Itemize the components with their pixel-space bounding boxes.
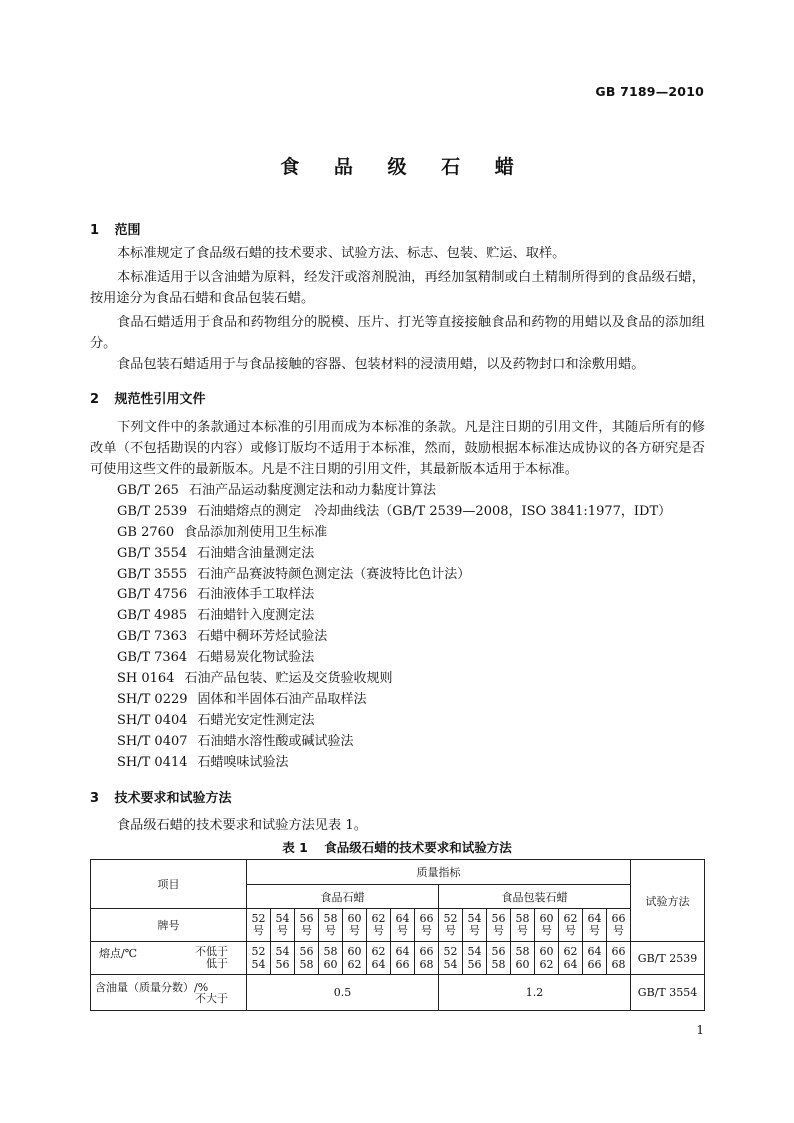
limit-lower: 低于	[206, 957, 228, 970]
melting-point-cell	[247, 942, 271, 975]
oil-content-food: 0.5	[247, 975, 439, 1011]
grade-suffix: 号	[349, 924, 360, 937]
grade-cell	[607, 909, 631, 942]
melting-point-cell	[463, 942, 487, 975]
reference-title: 石油蜡熔点的测定 冷却曲线法（GB/T 2539—2008，ISO 3841:1977，IDT）	[197, 503, 672, 519]
grade-cell	[463, 909, 487, 942]
grade-cell	[271, 909, 295, 942]
table-number: 表 1	[282, 840, 308, 855]
reference-item	[117, 627, 671, 648]
limit-not-lower: 不低于	[195, 945, 228, 958]
document-title: 食 品 级 石 蜡	[280, 156, 528, 178]
reference-title: 食品添加剂使用卫生标准	[184, 524, 328, 540]
reference-code: SH/T 0229	[117, 691, 188, 707]
grade-cell	[391, 909, 415, 942]
section-1-paragraph-2: 本标准适用于以含油蜡为原料，经发汗或溶剂脱油，再经加氢精制或白土精制所得到的食品级石蜡，按用途分为食品石蜡和食品包装石蜡。	[90, 270, 705, 306]
melting-point-cell	[559, 942, 583, 975]
melting-point-min: 56	[299, 945, 314, 958]
melting-point-cell	[391, 942, 415, 975]
grade-cell	[439, 909, 463, 942]
melting-point-max: 58	[299, 958, 314, 971]
header-quality: 质量指标	[247, 860, 631, 885]
grade-suffix: 号	[589, 924, 600, 937]
melting-point-min: 54	[467, 945, 482, 958]
reference-code: SH 0164	[117, 671, 175, 687]
grade-cell	[511, 909, 535, 942]
melting-point-method: GB/T 2539	[631, 942, 705, 975]
grade-suffix: 号	[373, 924, 384, 937]
melting-point-min: 64	[395, 945, 410, 958]
melting-point-min: 54	[275, 945, 290, 958]
grade-suffix: 号	[301, 924, 312, 937]
grade-cell	[367, 909, 391, 942]
section-1-heading	[90, 219, 141, 238]
reference-item	[117, 585, 671, 606]
grade-cell	[535, 909, 559, 942]
group-packaging-wax: 食品包装石蜡	[439, 885, 631, 909]
melting-point-cell	[511, 942, 535, 975]
reference-title: 石油蜡含油量测定法	[197, 545, 315, 561]
reference-title: 石油产品运动黏度测定法和动力黏度计算法	[188, 483, 436, 498]
melting-point-max: 62	[347, 958, 362, 971]
melting-point-cell	[535, 942, 559, 975]
row-oil-content	[91, 975, 247, 1011]
table-title: 食品级石蜡的技术要求和试验方法	[324, 840, 512, 855]
melting-point-cell	[583, 942, 607, 975]
section-number: 2	[90, 392, 100, 407]
grade-number: 62	[371, 912, 386, 925]
melting-point-cell	[319, 942, 343, 975]
melting-point-min: 52	[443, 945, 458, 958]
section-3-intro: 食品级石蜡的技术要求和试验方法见表 1。	[117, 818, 367, 833]
melting-point-max: 66	[395, 958, 410, 971]
section-1-paragraph-3: 食品石蜡适用于食品和药物组分的脱模、压片、打光等直接接触食品和药物的用蜡以及食品的添加组分。	[90, 315, 705, 351]
melting-point-label: 熔点/℃	[99, 947, 138, 960]
page-number: 1	[696, 1023, 704, 1037]
reference-item	[117, 565, 671, 586]
section-title: 规范性引用文件	[114, 392, 206, 407]
row-melting-point	[91, 942, 247, 975]
limit-not-more: 不大于	[195, 992, 228, 1005]
reference-title: 石蜡光安定性测定法	[197, 712, 315, 728]
grade-cell	[415, 909, 439, 942]
grade-cell	[343, 909, 367, 942]
melting-point-min: 66	[611, 945, 626, 958]
reference-item	[117, 711, 671, 732]
grade-number: 64	[395, 912, 410, 925]
reference-title: 石蜡易炭化物试验法	[197, 650, 315, 666]
reference-item	[117, 648, 671, 669]
grade-suffix: 号	[541, 924, 552, 937]
melting-point-min: 58	[323, 945, 338, 958]
grade-cell	[319, 909, 343, 942]
melting-point-cell	[415, 942, 439, 975]
reference-item	[117, 606, 671, 627]
section-2-heading	[90, 388, 206, 407]
grade-suffix: 号	[325, 924, 336, 937]
reference-code: GB/T 4985	[117, 608, 188, 624]
section-3-heading	[90, 787, 232, 806]
reference-code: GB/T 7364	[117, 650, 188, 666]
melting-point-max: 62	[539, 958, 554, 971]
melting-point-min: 64	[587, 945, 602, 958]
melting-point-min: 58	[515, 945, 530, 958]
grade-cell	[559, 909, 583, 942]
grade-cell	[247, 909, 271, 942]
grade-number: 56	[299, 912, 314, 925]
grade-label: 牌号	[91, 909, 247, 942]
reference-item	[117, 544, 671, 565]
grade-number: 52	[443, 912, 458, 925]
reference-code: GB 2760	[117, 524, 175, 540]
grade-suffix: 号	[445, 924, 456, 937]
reference-code: GB/T 2539	[117, 503, 188, 519]
melting-point-max: 68	[419, 958, 434, 971]
reference-code: GB/T 265	[117, 483, 179, 498]
oil-content-label: 含油量（质量分数）/%	[95, 981, 209, 994]
reference-list	[117, 481, 671, 773]
grade-suffix: 号	[421, 924, 432, 937]
reference-title: 石油产品包装、贮运及交货验收规则	[184, 671, 393, 687]
grade-number: 58	[323, 912, 338, 925]
grade-number: 60	[347, 912, 362, 925]
group-food-wax: 食品石蜡	[247, 885, 439, 909]
section-number: 3	[90, 791, 100, 806]
reference-title: 固体和半固体石油产品取样法	[197, 691, 367, 707]
grade-cell	[583, 909, 607, 942]
header-method: 试验方法	[631, 860, 705, 942]
melting-point-max: 64	[563, 958, 578, 971]
grade-suffix: 号	[277, 924, 288, 937]
melting-point-cell	[487, 942, 511, 975]
section-title: 技术要求和试验方法	[114, 791, 232, 806]
reference-title: 石油蜡针入度测定法	[197, 608, 315, 624]
oil-content-method: GB/T 3554	[631, 975, 705, 1011]
melting-point-min: 62	[563, 945, 578, 958]
reference-title: 石油产品赛波特颜色测定法（赛波特比色计法）	[197, 566, 471, 582]
grade-number: 64	[587, 912, 602, 925]
reference-code: SH/T 0414	[117, 754, 188, 770]
reference-item	[117, 523, 671, 544]
standard-number: GB 7189—2010	[595, 84, 704, 99]
reference-item	[117, 669, 671, 690]
melting-point-cell	[343, 942, 367, 975]
reference-title: 石蜡嗅味试验法	[197, 754, 289, 770]
reference-item	[117, 690, 671, 711]
reference-item	[117, 481, 671, 502]
melting-point-min: 60	[347, 945, 362, 958]
spec-table	[90, 859, 705, 1011]
melting-point-max: 68	[611, 958, 626, 971]
grade-number: 58	[515, 912, 530, 925]
reference-code: SH/T 0407	[117, 733, 188, 749]
table-caption	[0, 838, 794, 856]
melting-point-max: 66	[587, 958, 602, 971]
melting-point-max: 58	[491, 958, 506, 971]
reference-item	[117, 732, 671, 753]
reference-code: GB/T 3554	[117, 545, 188, 561]
grade-number: 66	[419, 912, 434, 925]
melting-point-max: 56	[467, 958, 482, 971]
section-title: 范围	[114, 223, 141, 238]
melting-point-min: 52	[251, 945, 266, 958]
grade-number: 54	[275, 912, 290, 925]
melting-point-max: 60	[323, 958, 338, 971]
melting-point-min: 56	[491, 945, 506, 958]
section-number: 1	[90, 223, 100, 238]
melting-point-cell	[607, 942, 631, 975]
grade-number: 66	[611, 912, 626, 925]
melting-point-cell	[295, 942, 319, 975]
reference-item	[117, 753, 671, 774]
reference-title: 石油液体手工取样法	[197, 587, 315, 603]
grade-number: 56	[491, 912, 506, 925]
header-item: 项目	[91, 860, 247, 909]
grade-suffix: 号	[469, 924, 480, 937]
reference-code: GB/T 4756	[117, 587, 188, 603]
section-1-paragraph-1: 本标准规定了食品级石蜡的技术要求、试验方法、标志、包装、贮运、取样。	[117, 246, 566, 261]
grade-number: 54	[467, 912, 482, 925]
melting-point-max: 64	[371, 958, 386, 971]
melting-point-min: 60	[539, 945, 554, 958]
melting-point-max: 54	[251, 958, 266, 971]
grade-suffix: 号	[517, 924, 528, 937]
melting-point-max: 60	[515, 958, 530, 971]
melting-point-min: 66	[419, 945, 434, 958]
melting-point-cell	[367, 942, 391, 975]
grade-number: 52	[251, 912, 266, 925]
reference-title: 石蜡中稠环芳烃试验法	[197, 629, 328, 645]
melting-point-min: 62	[371, 945, 386, 958]
grade-cell	[295, 909, 319, 942]
grade-suffix: 号	[613, 924, 624, 937]
grade-suffix: 号	[397, 924, 408, 937]
reference-code: GB/T 7363	[117, 629, 188, 645]
section-2-intro: 下列文件中的条款通过本标准的引用而成为本标准的条款。凡是注日期的引用文件，其随后所有的修改单（不包括勘误的内容）或修订版均不适用于本标准，然而，鼓励根据本标准达成协议的各方研究是否可使用这些文件的最新版本。凡是不注日期的引用文件，其最新版本适用于本标准。	[90, 420, 705, 477]
reference-item	[117, 502, 671, 523]
melting-point-cell	[439, 942, 463, 975]
section-1-paragraph-4: 食品包装石蜡适用于与食品接触的容器、包装材料的浸渍用蜡，以及药物封口和涂敷用蜡。	[117, 357, 645, 372]
melting-point-max: 56	[275, 958, 290, 971]
reference-code: GB/T 3555	[117, 566, 188, 582]
oil-content-pack: 1.2	[439, 975, 631, 1011]
melting-point-max: 54	[443, 958, 458, 971]
grade-number: 62	[563, 912, 578, 925]
reference-code: SH/T 0404	[117, 712, 188, 728]
grade-suffix: 号	[565, 924, 576, 937]
grade-cell	[487, 909, 511, 942]
melting-point-cell	[271, 942, 295, 975]
grade-number: 60	[539, 912, 554, 925]
grade-suffix: 号	[493, 924, 504, 937]
reference-title: 石油蜡水溶性酸或碱试验法	[197, 733, 354, 749]
grade-suffix: 号	[253, 924, 264, 937]
